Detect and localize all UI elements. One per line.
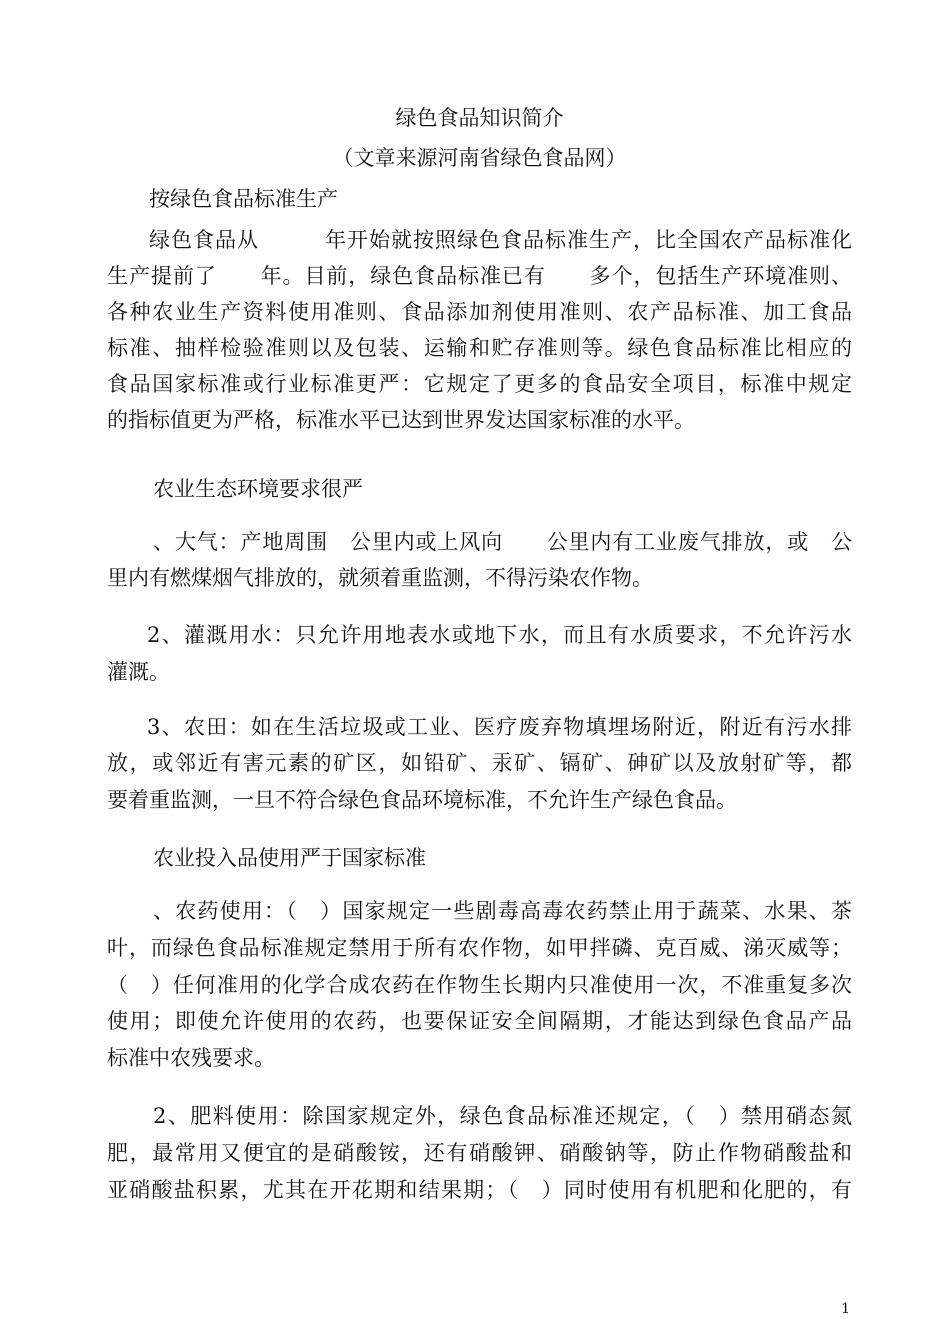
paragraph-line: 、农药使用：（ ）国家规定一些剧毒高毒农药禁止用于蔬菜、水果、茶 bbox=[153, 899, 852, 923]
section-heading-environment: 农业生态环境要求很严 bbox=[153, 477, 363, 501]
paragraph-line: 生产提前了 年。目前，绿色食品标准已有 多个，包括生产环境准则、 bbox=[107, 264, 852, 288]
paragraph-line: 的指标值更为严格，标准水平已达到世界发达国家标准的水平。 bbox=[107, 408, 695, 432]
paragraph-line: 要着重监测，一旦不符合绿色食品环境标准，不允许生产绿色食品。 bbox=[107, 788, 737, 812]
paragraph-line: 里内有燃煤烟气排放的，就须着重监测，不得污染农作物。 bbox=[107, 566, 653, 590]
paragraph-line: 使用；即使允许使用的农药，也要保证安全间隔期，才能达到绿色食品产品 bbox=[107, 1009, 852, 1033]
paragraph-line: 2、灌溉用水：只允许用地表水或地下水，而且有水质要求，不允许污水 bbox=[147, 623, 852, 647]
paragraph-line: 放，或邻近有害元素的矿区，如铅矿、汞矿、镉矿、砷矿以及放射矿等，都 bbox=[107, 751, 852, 775]
page-number: 1 bbox=[841, 1301, 850, 1317]
paragraph-line: 灌溉。 bbox=[107, 660, 170, 684]
paragraph-line: 肥，最常用又便宜的是硝酸铵，还有硝酸钾、硝酸钠等，防止作物硝酸盐和 bbox=[107, 1141, 852, 1165]
paragraph-line: 食品国家标准或行业标准更严：它规定了更多的食品安全项目，标准中规定 bbox=[107, 372, 852, 396]
paragraph-line: 标准中农残要求。 bbox=[107, 1046, 275, 1070]
document-title: 绿色食品知识简介 bbox=[395, 106, 564, 130]
paragraph-line: （ ）任何准用的化学合成农药在作物生长期内只准使用一次，不准重复多次 bbox=[107, 973, 852, 997]
section-heading-inputs: 农业投入品使用严于国家标准 bbox=[153, 846, 426, 870]
paragraph-line: 叶，而绿色食品标准规定禁用于所有农作物，如甲拌磷、克百威、涕灭威等； bbox=[107, 936, 852, 960]
paragraph-line: 各种农业生产资料使用准则、食品添加剂使用准则、农产品标准、加工食品 bbox=[107, 300, 852, 324]
paragraph-line: 亚硝酸盐积累，尤其在开花期和结果期；（ ）同时使用有机肥和化肥的，有 bbox=[107, 1178, 852, 1202]
paragraph-line: 、大气：产地周围 公里内或上风向 公里内有工业废气排放，或 公 bbox=[153, 530, 852, 554]
paragraph-line: 2、肥料使用：除国家规定外，绿色食品标准还规定，（ ）禁用硝态氮 bbox=[153, 1104, 852, 1128]
paragraph-line: 标准、抽样检验准则以及包装、运输和贮存准则等。绿色食品标准比相应的 bbox=[107, 336, 852, 360]
document-subtitle: （文章来源河南省绿色食品网） bbox=[332, 146, 627, 170]
paragraph-line: 绿色食品从 年开始就按照绿色食品标准生产，比全国农产品标准化 bbox=[149, 228, 852, 252]
section-heading-standard: 按绿色食品标准生产 bbox=[149, 187, 338, 211]
paragraph-line: 3、农田：如在生活垃圾或工业、医疗废弃物填埋场附近，附近有污水排 bbox=[147, 715, 852, 739]
